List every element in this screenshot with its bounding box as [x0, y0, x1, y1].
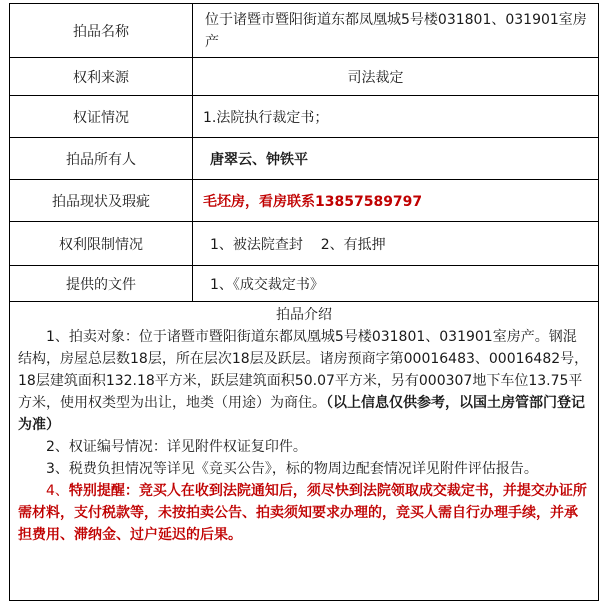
intro-p1-text: 1、拍卖对象：位于诸暨市暨阳街道东都凤凰城5号楼031801、031901室房产。钢混结构，房屋总层数18层，所在层次18层及跃层。诸房预商字第00016483、00016482号，18层建筑面积132.18平方米，跃层建筑面积50.07平方米，另有000307地下车位13.75平方米，使用权类型为出让，地类（用途）为商住。: [18, 329, 589, 411]
row-value-item-name: [193, 4, 598, 57]
item-name-text: 位于诸暨市暨阳街道东都凤凰城5号楼031801、031901室房产: [205, 11, 587, 50]
row-label-owner: 拍品所有人: [10, 138, 193, 179]
row-label-documents: 提供的文件: [10, 266, 193, 301]
certificate-text: 1.法院执行裁定书；: [203, 109, 329, 126]
row-label-condition: 拍品现状及瑕疵: [10, 180, 193, 221]
row-label-certificate: 权证情况: [10, 96, 193, 137]
intro-p4-prefix: 4、: [46, 483, 69, 499]
restrictions-text: 1、被法院查封 2、有抵押: [210, 236, 386, 253]
intro-p4-warning: 特别提醒：竞买人在收到法院通知后，须尽快到法院领取成交裁定书，并提交办证所需材料，支付税款等，未按拍卖公告、拍卖须知要求办理的，竞买人需自行办理手续，并承担费用、滞纳金、过户延迟的后果。: [18, 483, 587, 543]
auction-info-table: [9, 3, 599, 601]
row-value-restrictions: [193, 222, 598, 265]
table-row: [10, 96, 598, 138]
row-value-owner: [193, 138, 598, 179]
table-row: [10, 58, 598, 96]
intro-p1-bold-note: （以上信息仅供参考，以国土房管部门登记为准）: [18, 395, 585, 433]
intro-paragraph-2: 2、权证编号情况：详见附件权证复印件。: [46, 439, 307, 455]
intro-title: 拍品介绍: [276, 307, 332, 323]
row-value-documents: [193, 266, 598, 301]
rights-source-text: 司法裁定: [347, 69, 404, 86]
row-value-rights-source: [193, 58, 598, 95]
row-label-restrictions: 权利限制情况: [10, 222, 193, 265]
documents-text: 1、《成交裁定书》: [210, 276, 324, 293]
table-row: [10, 266, 598, 302]
intro-paragraph-4: [18, 480, 590, 546]
row-value-certificate: [193, 96, 598, 137]
table-row: [10, 222, 598, 266]
table-row: [10, 138, 598, 180]
table-row: [10, 180, 598, 222]
owner-text: 唐翠云、钟铁平: [210, 151, 308, 168]
condition-text: 毛坯房，看房联系13857589797: [203, 193, 423, 210]
row-value-condition: [193, 180, 598, 221]
row-label-item-name: 拍品名称: [10, 4, 193, 57]
table-row: [10, 4, 598, 58]
row-label-rights-source: 权利来源: [10, 58, 193, 95]
intro-paragraph-1: [18, 326, 590, 436]
item-introduction: [10, 302, 598, 600]
intro-paragraph-3: 3、税费负担情况等详见《竞买公告》，标的物周边配套情况详见附件评估报告。: [46, 461, 538, 477]
